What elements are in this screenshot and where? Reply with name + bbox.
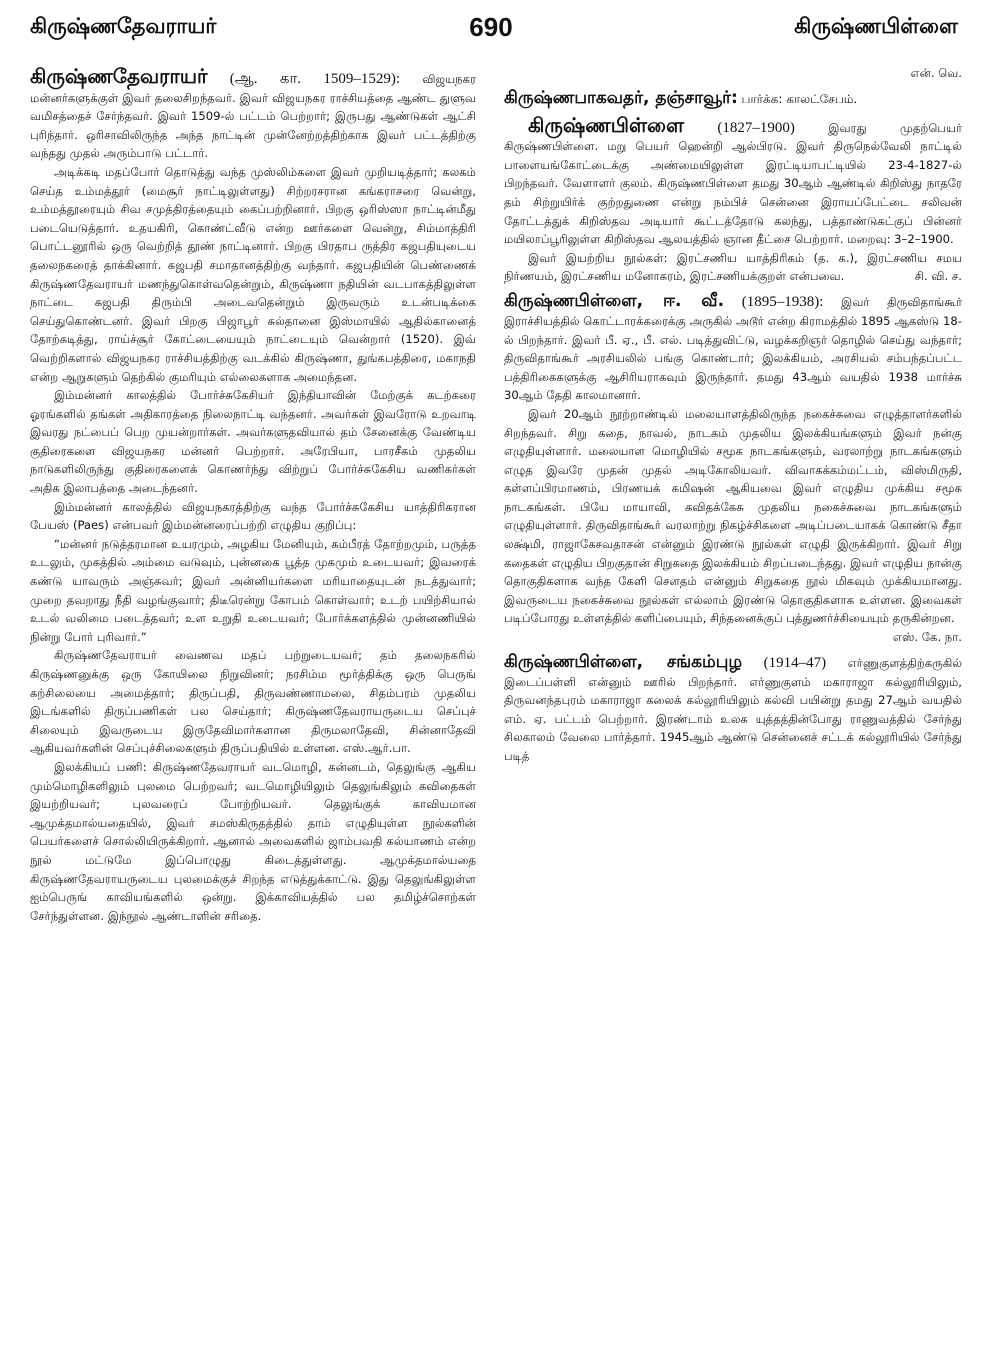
entry-years: (1827–1900) — [717, 119, 795, 136]
entry-paragraph: இலக்கியப் பணி: கிருஷ்ணதேவராயர் வடமொழி, கன்னடம், தெலுங்கு ஆகிய மும்மொழிகளிலும் புலமை பெற்றவர்; வடமொழியிலும் தெலுங்கிலும் கவிதைகள் இயற்றியவர்; புலவரைப் போற்றியவர். தெலுங்குக் காவியமான ஆமுக்தமால்யதையில், இவர் சமஸ்கிருதத்தில் தாம் எழுதியுள்ள நூல்களின் பெயர்களைச் சொல்லியிருக்கிறார். ஆனால் அவைகளில் ஜாம்பவதி கல்யாணம் என்ற நூல் மட்டுமே இப்பொழுது கிடைத்துள்ளது. ஆமுக்தமால்யதை கிருஷ்ணதேவராயருடைய புலமைக்குச் சிறந்த எடுத்துக்காட்டு. இது தெலுங்கிலுள்ள ஐம்பெருங் காவியங்களில் ஒன்று. இக்காவியத்தில் பல தமிழ்ச்சொற்கள் சேர்ந்துள்ளன. இந்நூல் ஆண்டாளின் சரிதை. — [30, 759, 476, 923]
left-column — [30, 64, 476, 1356]
author-signature: சி. வி. ச. — [914, 269, 962, 284]
entry-krishnadevaraya — [30, 64, 476, 925]
entry-krishnapillai — [504, 113, 962, 286]
entry-years: (1914–47) — [763, 654, 827, 671]
paragraph-text: இவர் இயற்றிய நூல்கள்: இரட்சணிய யாத்திரிகம் (த. க.), இரட்சணிய சமய நிர்ணயம், இரட்சணிய மனோகரம், இரட்சணியக்குறள் என்பவை. — [504, 250, 962, 284]
entry-paragraph: இம்மன்னர் காலத்தில் போர்ச்சுகேசியர் இந்தியாவின் மேற்குக் கடற்கரை ஓரங்களில் தங்கள் அதிகாரத்தை நிலைநாட்டி வந்தனர். அவர்கள் இவரோடு உறவாடி இவரது நட்பைப் பெற முயன்றார்கள். அவர்களுதவியால் தம் சேனைக்கு வேண்டிய குதிரைகளை விஜயநகர மன்னர் பெற்றார். அரேபியா, பாரசீகம் முதலிய நாடுகளிலிருந்து குதிரைகளைக் கொணர்ந்து விற்றுப் போர்ச்சுகேசிய வணிகர்கள் அதிக இலாபத்தை அடைந்தனர். — [30, 388, 476, 496]
entry-paragraph — [504, 405, 962, 645]
entry-years: (1895–1938): — [741, 293, 824, 310]
running-head-right: கிருஷ்ணபிள்ளை — [794, 14, 958, 38]
page-header — [0, 0, 982, 60]
author-signature: எஸ். கே. நா. — [892, 630, 962, 645]
paragraph-text: இவர் 20ஆம் நூற்றாண்டில் மலையாளத்திலிருந்த நகைச்சுவை எழுத்தாளர்களில் சிறந்தவர். சிறு கதை, நாவல், நாடகம் முதலிய இலக்கியங்களும் இவர் நன்கு எழுதியுள்ளார். மலையாள மொழியில் சமூக நாடகங்களும், வரலாற்று நாடகங்களும் எழுத இவரே முதன் முதல் அடிகோலியவர். விவாகக்கம்மட்டம், விஸ்மிருதி, கள்ளப்பிரமாணம், பிரணயக் கமிஷன் ஆகியவை இவர் எழுதிய முக்கிய சமூக நாடகங்கள். பியே மாயாவி, கவிதக்கேசு முதலிய நகைச்சுவை நாடகங்களும் எழுதியுள்ளார். திருவிதாங்கூர் வரலாற்று நிகழ்ச்சிகளை அடிப்படையாகக் கொண்டு சீதா லக்ஷ்மி, ராஜாகேசவதாசன் என்னும் இரண்டு நூல்கள் எழுதி இருக்கிறார். இவர் சிறு கதைகள் எழுதிய பிறகுதான் சிறுகதை இலக்கியம் சிறப்படைந்தது. இவர் எழுதிய நான்கு தொகுதிகளாக வந்த கேளி சௌதம் என்னும் சிறுகதை நூல் மிகவும் முக்கியமானது. இவருடைய நகைச்சுவை நூல்கள் எல்லாம் இரண்டு தொகுதிகளாக உள்ளன. இவைகள் படிப்போரது உள்ளத்தில் களிப்பையும், சிந்தனைக்குப் புத்துணர்ச்சியையும் தருகின்றன. — [504, 406, 962, 626]
entry-paragraph: இம்மன்னர் காலத்தில் விஜயநகரத்திற்கு வந்த போர்ச்சுகேசிய யாத்திரிகரான பேயஸ் (Paes) என்பவர் இம்மன்னரைப்பற்றி எழுதிய குறிப்பு: — [30, 499, 476, 533]
paragraph-text: இவர் திருவிதாங்கூர் இராச்சியத்தில் கொட்டாரக்கரைக்கு அருகில் அடூர் என்ற கிராமத்தில் 1895 ஆகஸ்டு 18-ல் பிறந்தார். இவர் பீ. ஏ., பீ. எல். படித்துவிட்டு, வழக்கறிஞர் தொழில் செய்து வந்தார்; திருவிதாங்கூர் அரசியலில் பங்கு கொண்டார்; இலக்கியம், அரசியல் சம்பந்தப்பட்ட பத்திரிகைகளுக்கு ஆசிரியராகவும் இருந்தார். தமது 43ஆம் வயதில் 1938 மார்ச்சு 30ஆம் தேதி காலமானார். — [504, 294, 962, 403]
page-number: 690 — [469, 12, 513, 42]
entry-years: (ஆ. கா. 1509–1529): — [229, 71, 401, 87]
author-signature: என். வெ. — [910, 66, 962, 80]
entry-paragraph — [504, 290, 962, 405]
entry-paragraph — [30, 64, 476, 163]
entry-paragraph: அடிக்கடி மதப்போர் தொடுத்து வந்த முஸ்லிம்களை இவர் முறியடித்தார்; கலகம் செய்த உம்மத்தூர் (மைசூர் நாட்டிலுள்ளது) சிற்றரசரான கங்கராசரை வென்று, உம்மத்தூரையும் சிவ சமுத்திரத்தையும் கைப்பற்றினார். பிறகு ஒரிஸ்ஸா நாட்டின்மீது படையெடுத்தார். உதயகிரி, கொண்ட்வீடு என்ற ஊர்களை வென்று, சிம்மாத்திரி பொட்டனூரில் ஒரு வெற்றித் தூண் நாட்டினார். பிறகு பிரதாப ருத்திர கஜபதியுடைய தலைநகரைத் தாக்கினார். கஜபதி சமாதானத்திற்கு வந்தார். கஜபதியின் பெண்ணைக் கிருஷ்ணதேவராயர் மணந்துகொள்வதென்றும், கிருஷ்ணா நதியின் வடபாகத்திலுள்ள நாட்டை கஜபதி திரும்பி அடைவதென்றும் இருவரும் உடன்படிக்கை செய்துகொண்டனர். இவர் பிறகு பிஜாபூர் சுல்தானை இஸ்மாயில் ஆதில்கானைத் தோற்கடித்து, ராய்ச்சூர் கோட்டையையும் நாட்டையும் வென்றார் (1520). இவ் வெற்றிகளால் விஜயநகர ராச்சியத்திற்கு வடக்கில் கிருஷ்ணா, துங்கபத்திரை, மகாநதி என்ற ஆறுகளும் தெற்கில் குமரியும் எல்லைகளாக அமைந்தன. — [30, 164, 476, 384]
paragraph-text: விஜயநகர மன்னர்களுக்குள் இவர் தலைசிறந்தவர். இவர் விஜயநகர ராச்சியத்தை ஆண்ட துளுவ வமிசத்தைச் சேர்ந்தவர். இவர் 1509-ல் பட்டம் பெற்றார்; இருபது ஆண்டுகள் ஆட்சி புரிந்தார். ஒரிசாவிலிருந்த அந்த நாட்டின் முன்னேற்றத்திற்காக இவர் பட்டத்திற்கு வந்தது முதல் அரும்பாடு பட்டார். — [30, 72, 476, 161]
entry-title: கிருஷ்ணபிள்ளை — [528, 112, 685, 137]
entry-title: கிருஷ்ணபாகவதர், தஞ்சாவூர்: — [504, 87, 738, 108]
quote-paragraph: “மன்னர் நடுத்தரமான உயரமும், அழகிய மேனியும், கம்பீரத் தோற்றமும், பருத்த உடலும், முகத்தில் அம்மை வடுவும், புன்னகை பூத்த முகமும் உடையவர்; இவரைக் கண்டு யாவரும் அஞ்சுவர்; இவர் அன்னியர்களை மரியாதையுடன் நடத்துவார்; முறை தவறாது நீதி வழங்குவார்; திடீரென்று கோபம் கொள்வார்; உடற் பயிற்சியால் உடல் வலிமை படைத்தவர்; உள உறுதி உடையவர்; போர்க்களத்தில் முன்னணியில் நின்று போர் புரிவார்.” — [30, 536, 476, 644]
entry-paragraph — [504, 651, 962, 766]
entry-title: கிருஷ்ணபிள்ளை, ஈ. வீ. — [504, 290, 725, 311]
entry-title: கிருஷ்ணபிள்ளை, சங்கம்புழ — [504, 651, 743, 672]
entry-krishnadevaraya-continued — [504, 64, 962, 83]
entry-paragraph — [504, 249, 962, 286]
cross-reference: பார்க்க: காலட்சேபம். — [741, 91, 858, 106]
entry-krishnapillai-ev — [504, 290, 962, 647]
entry-krishnapillai-changampuzha — [504, 651, 962, 766]
paragraph-text: எர்ணுகுளத்திற்கருகில் இடைப்பள்ளி என்னும் ஊரில் பிறந்தார். எர்ணுகுளம் மகாராஜா கல்லூரியிலும், திருவனந்தபுரம் மகாராஜா கலைக் கல்லூரியிலும் கல்வி பயின்று தமது 27ஆம் வயதில் எம். ஏ. பட்டம் பெற்றார். இரண்டாம் உலக யுத்தத்தின்போது ராணுவத்தில் சேர்ந்து சிலகாலம் வேலை பார்த்தார். 1945ஆம் ஆண்டு சென்னைச் சட்டக் கல்லூரியில் சேர்ந்து படித் — [504, 655, 962, 763]
paragraph-text: இவரது முதற்பெயர் கிருஷ்ணபிள்ளை. மறு பெயர் ஹென்றி ஆல்பிரடு. இவர் திருநெல்வேலி நாட்டில் பாளையங்கோட்டைக்கு அண்மையிலுள்ள இரட்டியாபட்டியில் 23-4-1827-ல் பிறந்தவர். வேளாளர் குலம். கிருஷ்ணபிள்ளை தமது 30ஆம் ஆண்டில் கிறிஸ்து நாதரே தம் சிற்றுயிர்க் குற்றதுணை என்று நம்பிச் சென்னை இராயப்பேட்டை சலிவன் தோட்டத்துக் கிறிஸ்தவ அடியார் கூட்டத்தோடு கலந்து, பத்தாண்டுகட்குப் பின்னர் மயிலாப்பூரிலுள்ள கிறிஸ்தவ ஆலயத்தில் ஞான தீட்சை பெற்றார். மறைவு: 3–2–1900. — [504, 120, 962, 247]
running-head-left: கிருஷ்ணதேவராயர் — [30, 14, 217, 38]
entry-title: கிருஷ்ணதேவராயர் — [30, 64, 208, 88]
entry-paragraph — [504, 87, 962, 109]
entry-paragraph — [504, 113, 962, 249]
entry-krishna-bhagavatar — [504, 87, 962, 109]
right-column — [504, 64, 962, 1356]
entry-paragraph: கிருஷ்ணதேவராயர் வைணவ மதப் பற்றுடையவர்; தம் தலைநகரில் கிருஷ்ணனுக்கு ஒரு கோயிலை நிறுவினர்; நரசிம்ம மூர்த்திக்கு ஒரு பெருங் கற்சிலையை அமைத்தார்; திருப்பதி, திருவண்ணாமலை, சிதம்பரம் முதலிய இடங்களில் திருப்பணிகள் பல செய்தார்; கிருஷ்ணதேவராயருடைய செப்புச் சிலையும் இவருடைய இருதேவிமார்களான திருமலாதேவி, சின்னாதேவி ஆகியவர்களின் செப்புச்சிலைகளும் திருப்பதியில் உள்ளன. எஸ்.ஆர்.பா. — [30, 648, 476, 756]
